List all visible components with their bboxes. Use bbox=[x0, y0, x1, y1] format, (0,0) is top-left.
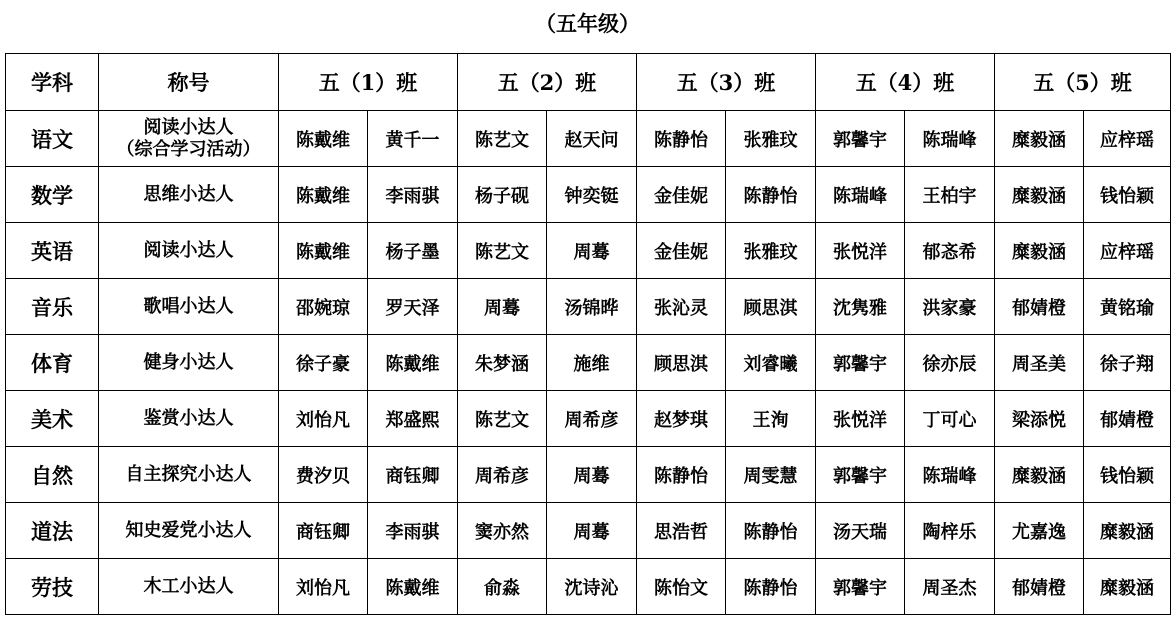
student-name-cell: 黄千一 bbox=[368, 111, 458, 167]
honor-cell bbox=[99, 223, 279, 279]
student-name-cell: 郭馨宇 bbox=[816, 559, 905, 615]
student-name-cell: 赵梦琪 bbox=[637, 391, 726, 447]
student-name-cell: 郁婧橙 bbox=[995, 559, 1084, 615]
student-name-cell: 陈戴维 bbox=[279, 111, 368, 167]
honor-cell bbox=[99, 447, 279, 503]
student-name-cell: 周圣美 bbox=[995, 335, 1084, 391]
student-name-cell: 赵天问 bbox=[547, 111, 637, 167]
honor-line: 健身小达人 bbox=[143, 351, 234, 373]
student-name-cell: 郭馨宇 bbox=[816, 111, 905, 167]
student-name-cell: 陈瑞峰 bbox=[816, 167, 905, 223]
student-name-cell: 郁忞希 bbox=[905, 223, 995, 279]
student-name-cell: 邵婉琼 bbox=[279, 279, 368, 335]
honor-cell bbox=[99, 279, 279, 335]
honor-line: 知史爱党小达人 bbox=[125, 519, 252, 541]
honor-cell bbox=[99, 391, 279, 447]
student-name-cell: 张沁灵 bbox=[637, 279, 726, 335]
student-name-cell: 陈静怡 bbox=[726, 167, 816, 223]
table-row bbox=[6, 279, 1171, 335]
table-header-row bbox=[6, 54, 1171, 111]
student-name-cell: 陈瑞峰 bbox=[905, 111, 995, 167]
student-name-cell: 丁可心 bbox=[905, 391, 995, 447]
table-row bbox=[6, 559, 1171, 615]
student-name-cell: 糜毅涵 bbox=[995, 447, 1084, 503]
student-name-cell: 郭馨宇 bbox=[816, 447, 905, 503]
table-body bbox=[6, 54, 1171, 615]
honor-cell bbox=[99, 167, 279, 223]
student-name-cell: 商钰卿 bbox=[368, 447, 458, 503]
student-name-cell: 糜毅涵 bbox=[995, 111, 1084, 167]
student-name-cell: 汤天瑞 bbox=[816, 503, 905, 559]
student-name-cell: 李雨骐 bbox=[368, 167, 458, 223]
student-name-cell: 窦亦然 bbox=[458, 503, 547, 559]
subject-cell: 道法 bbox=[6, 503, 99, 559]
student-name-cell: 钱怡颖 bbox=[1084, 167, 1171, 223]
student-name-cell: 沈隽雅 bbox=[816, 279, 905, 335]
student-name-cell: 郑盛熙 bbox=[368, 391, 458, 447]
student-name-cell: 费汐贝 bbox=[279, 447, 368, 503]
student-name-cell: 尤嘉逸 bbox=[995, 503, 1084, 559]
header-subject: 学科 bbox=[6, 54, 99, 111]
subject-cell: 美术 bbox=[6, 391, 99, 447]
honor-line: 阅读小达人 bbox=[143, 116, 234, 138]
student-name-cell: 商钰卿 bbox=[279, 503, 368, 559]
student-name-cell: 糜毅涵 bbox=[995, 167, 1084, 223]
student-name-cell: 郁婧橙 bbox=[1084, 391, 1171, 447]
student-name-cell: 张雅玟 bbox=[726, 223, 816, 279]
table-row bbox=[6, 223, 1171, 279]
page-title: （五年级） bbox=[535, 11, 640, 36]
table-row bbox=[6, 503, 1171, 559]
honor-line: 思维小达人 bbox=[143, 183, 234, 205]
honor-line: 鉴赏小达人 bbox=[143, 407, 234, 429]
header-class-2: 五（2）班 bbox=[458, 54, 637, 111]
student-name-cell: 糜毅涵 bbox=[995, 223, 1084, 279]
student-name-cell: 钱怡颖 bbox=[1084, 447, 1171, 503]
student-name-cell: 周雯慧 bbox=[726, 447, 816, 503]
student-name-cell: 徐子豪 bbox=[279, 335, 368, 391]
student-name-cell: 陈静怡 bbox=[637, 111, 726, 167]
student-name-cell: 顾思淇 bbox=[637, 335, 726, 391]
student-name-cell: 李雨骐 bbox=[368, 503, 458, 559]
honor-line: 木工小达人 bbox=[143, 575, 234, 597]
student-name-cell: 汤锦晔 bbox=[547, 279, 637, 335]
student-name-cell: 思浩哲 bbox=[637, 503, 726, 559]
student-name-cell: 陈戴维 bbox=[368, 559, 458, 615]
table-row bbox=[6, 335, 1171, 391]
honor-cell bbox=[99, 503, 279, 559]
student-name-cell: 周希彦 bbox=[547, 391, 637, 447]
student-name-cell: 陈戴维 bbox=[368, 335, 458, 391]
header-class-5: 五（5）班 bbox=[995, 54, 1171, 111]
student-name-cell: 应梓瑶 bbox=[1084, 223, 1171, 279]
student-name-cell: 陈瑞峰 bbox=[905, 447, 995, 503]
student-name-cell: 洪家豪 bbox=[905, 279, 995, 335]
student-name-cell: 陈艺文 bbox=[458, 391, 547, 447]
honor-line: 自主探究小达人 bbox=[125, 463, 252, 485]
student-name-cell: 周希彦 bbox=[458, 447, 547, 503]
student-name-cell: 王洵 bbox=[726, 391, 816, 447]
student-name-cell: 黄铭瑜 bbox=[1084, 279, 1171, 335]
student-name-cell: 刘怡凡 bbox=[279, 391, 368, 447]
student-name-cell: 陈静怡 bbox=[726, 503, 816, 559]
table-row bbox=[6, 111, 1171, 167]
student-name-cell: 陈怡文 bbox=[637, 559, 726, 615]
student-name-cell: 陈静怡 bbox=[726, 559, 816, 615]
student-name-cell: 俞淼 bbox=[458, 559, 547, 615]
student-name-cell: 周蓦 bbox=[547, 223, 637, 279]
header-class-4: 五（4）班 bbox=[816, 54, 995, 111]
award-table bbox=[5, 53, 1171, 615]
subject-cell: 音乐 bbox=[6, 279, 99, 335]
student-name-cell: 梁添悦 bbox=[995, 391, 1084, 447]
student-name-cell: 金佳妮 bbox=[637, 167, 726, 223]
student-name-cell: 陈艺文 bbox=[458, 223, 547, 279]
student-name-cell: 杨子墨 bbox=[368, 223, 458, 279]
student-name-cell: 陶梓乐 bbox=[905, 503, 995, 559]
header-honor: 称号 bbox=[99, 54, 279, 111]
subject-cell: 英语 bbox=[6, 223, 99, 279]
student-name-cell: 张悦洋 bbox=[816, 391, 905, 447]
subject-cell: 体育 bbox=[6, 335, 99, 391]
student-name-cell: 张悦洋 bbox=[816, 223, 905, 279]
student-name-cell: 金佳妮 bbox=[637, 223, 726, 279]
student-name-cell: 徐子翔 bbox=[1084, 335, 1171, 391]
student-name-cell: 郭馨宇 bbox=[816, 335, 905, 391]
student-name-cell: 徐亦辰 bbox=[905, 335, 995, 391]
student-name-cell: 钟奕铤 bbox=[547, 167, 637, 223]
student-name-cell: 张雅玟 bbox=[726, 111, 816, 167]
student-name-cell: 周圣杰 bbox=[905, 559, 995, 615]
student-name-cell: 糜毅涵 bbox=[1084, 503, 1171, 559]
student-name-cell: 陈戴维 bbox=[279, 167, 368, 223]
header-class-1: 五（1）班 bbox=[279, 54, 458, 111]
student-name-cell: 周蓦 bbox=[547, 447, 637, 503]
table-row bbox=[6, 391, 1171, 447]
student-name-cell: 周蓦 bbox=[458, 279, 547, 335]
honor-cell bbox=[99, 335, 279, 391]
student-name-cell: 糜毅涵 bbox=[1084, 559, 1171, 615]
student-name-cell: 郁婧橙 bbox=[995, 279, 1084, 335]
subject-cell: 劳技 bbox=[6, 559, 99, 615]
student-name-cell: 罗天泽 bbox=[368, 279, 458, 335]
student-name-cell: 朱梦涵 bbox=[458, 335, 547, 391]
honor-line: 阅读小达人 bbox=[143, 239, 234, 261]
student-name-cell: 周蓦 bbox=[547, 503, 637, 559]
student-name-cell: 杨子砚 bbox=[458, 167, 547, 223]
student-name-cell: 王柏宇 bbox=[905, 167, 995, 223]
table-row bbox=[6, 167, 1171, 223]
student-name-cell: 陈戴维 bbox=[279, 223, 368, 279]
student-name-cell: 陈艺文 bbox=[458, 111, 547, 167]
student-name-cell: 施维 bbox=[547, 335, 637, 391]
honor-cell bbox=[99, 559, 279, 615]
honor-line: 歌唱小达人 bbox=[143, 295, 234, 317]
header-class-3: 五（3）班 bbox=[637, 54, 816, 111]
student-name-cell: 应梓瑶 bbox=[1084, 111, 1171, 167]
student-name-cell: 刘怡凡 bbox=[279, 559, 368, 615]
student-name-cell: 沈诗沁 bbox=[547, 559, 637, 615]
subject-cell: 数学 bbox=[6, 167, 99, 223]
honor-line: （综合学习活动） bbox=[116, 138, 261, 160]
honor-cell bbox=[99, 111, 279, 167]
student-name-cell: 刘睿曦 bbox=[726, 335, 816, 391]
student-name-cell: 陈静怡 bbox=[637, 447, 726, 503]
student-name-cell: 顾思淇 bbox=[726, 279, 816, 335]
subject-cell: 语文 bbox=[6, 111, 99, 167]
subject-cell: 自然 bbox=[6, 447, 99, 503]
table-row bbox=[6, 447, 1171, 503]
